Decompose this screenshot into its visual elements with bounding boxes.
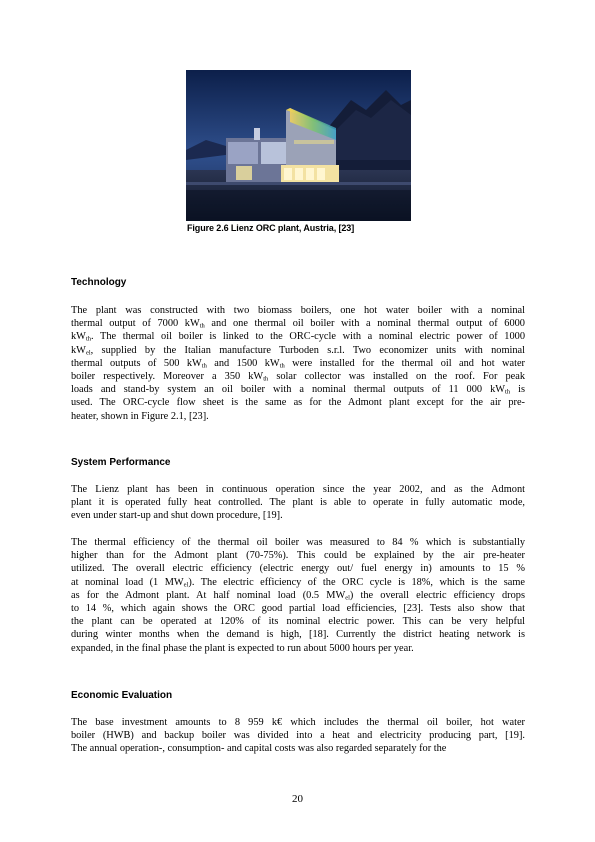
text-run: even under start-up and shut down procedure, [19]. [71, 510, 283, 522]
subscript: th [279, 362, 285, 370]
subscript: el [85, 349, 91, 357]
text-line [71, 562, 525, 575]
text-run: kW [71, 331, 86, 343]
text-line [71, 602, 525, 615]
subscript: th [505, 388, 511, 396]
text-line [71, 396, 525, 409]
section-heading-technology: Technology [71, 277, 127, 288]
text-run: ). The electric efficiency of the ORC cycle is 18%, which is the same [188, 576, 525, 588]
paragraph [71, 483, 525, 523]
text-line [71, 370, 525, 383]
section-heading-system-performance: System Performance [71, 457, 171, 468]
text-run: solar collector was installed on the roof. For peak [268, 370, 525, 382]
text-line [71, 716, 525, 729]
text-run: used. The ORC-cycle flow sheet is the same as for the Admont plant except for the air pre- [71, 397, 525, 409]
paragraph [71, 304, 525, 423]
section-heading-economic-evaluation: Economic Evaluation [71, 690, 173, 701]
text-line [71, 317, 525, 330]
text-run: plant it is operated fully heat controlled. The plant is able to operate in fully automatic mode, [71, 497, 525, 509]
text-run: at nominal load (1 MW [71, 576, 184, 588]
text-line [71, 628, 525, 641]
text-run: utilized. The overall electric efficiency (electric energy out/ fuel energy in) amounts to 15 % [71, 563, 525, 575]
text-run: . The thermal oil boiler is linked to the ORC-cycle with a nominal electric power of 1000 [91, 331, 525, 343]
text-line [71, 742, 525, 755]
text-line [71, 483, 525, 496]
text-run: higher than for the Admont plant (70-75%). This could be explained by the air pre-heater [71, 550, 525, 562]
subscript: el [345, 594, 350, 602]
subscript: th [263, 375, 269, 383]
text-line [71, 357, 525, 370]
text-line [71, 383, 525, 396]
text-run: kW [71, 344, 86, 356]
text-run: The plant was constructed with two biomass boilers, one hot water boiler with a nominal [71, 305, 525, 316]
text-run: heater, shown in Figure 2.1, [23]. [71, 410, 209, 422]
subscript: th [85, 335, 91, 343]
text-run: boiler respectively. Moreover a 350 kW [71, 370, 264, 382]
text-run: the plant can be operated at 120% of its nominal electric power. This can be very helpful [71, 616, 525, 628]
text-run: expanded, in the final phase the plant is expected to run about 5000 hours per year. [71, 642, 414, 654]
page-number: 20 [292, 793, 303, 805]
paragraph [71, 716, 525, 756]
figure-caption: Figure 2.6 Lienz ORC plant, Austria, [23] [187, 223, 355, 233]
text-run: thermal output of 7000 kW [71, 318, 200, 330]
text-line [71, 642, 525, 655]
text-run: and 1500 kW [206, 357, 280, 369]
text-run: as for the Admont plant. At half nominal load (0.5 MW [71, 589, 346, 601]
subscript: th [201, 362, 207, 370]
text-run: thermal outputs of 500 kW [71, 357, 202, 369]
text-run: The base investment amounts to 8 959 k€ which includes the thermal oil boiler, hot water [71, 717, 525, 728]
text-line [71, 589, 525, 602]
text-line [71, 410, 525, 423]
text-run: The annual operation-, consumption- and capital costs was also regarded separately for the [71, 743, 447, 755]
text-line [71, 509, 525, 522]
text-run: ) the overall electric efficiency drops [349, 589, 525, 601]
paragraph [71, 536, 525, 655]
text-run: and one thermal oil boiler with a nominal thermal output of 6000 [204, 318, 525, 330]
text-line [71, 615, 525, 628]
text-run: , supplied by the Italian manufacture Turboden s.r.l. Two economizer units with nominal [90, 344, 525, 356]
text-run: to 14 %, which again shows the ORC good partial load efficiencies, [23]. Tests also show that [71, 602, 525, 614]
text-run: boiler (HWB) and backup boiler was divided into a heat and electricity producing part, [19]. [71, 730, 525, 742]
text-line [71, 576, 525, 589]
text-run: loads and stand-by system an oil boiler with a nominal thermal outputs of 11 000 kW [71, 384, 506, 396]
text-line [71, 729, 525, 742]
text-run: during winter months when the demand is high, [18]. Currently the district heating network is [71, 629, 525, 641]
figure-photo [186, 70, 411, 221]
text-line [71, 344, 525, 357]
text-run: is [510, 384, 525, 396]
text-run: The Lienz plant has been in continuous operation since the year 2002, and as the Admont [71, 484, 525, 495]
text-line [71, 536, 525, 549]
text-run: were installed for the thermal oil and hot water [284, 357, 525, 369]
subscript: el [183, 581, 189, 589]
text-line [71, 496, 525, 509]
text-run: The thermal efficiency of the thermal oil boiler was measured to 84 % which is substantially [71, 537, 525, 548]
subscript: th [199, 322, 205, 330]
text-line [71, 549, 525, 562]
plant-photo-image [186, 70, 411, 221]
text-line [71, 304, 525, 317]
text-line [71, 330, 525, 343]
